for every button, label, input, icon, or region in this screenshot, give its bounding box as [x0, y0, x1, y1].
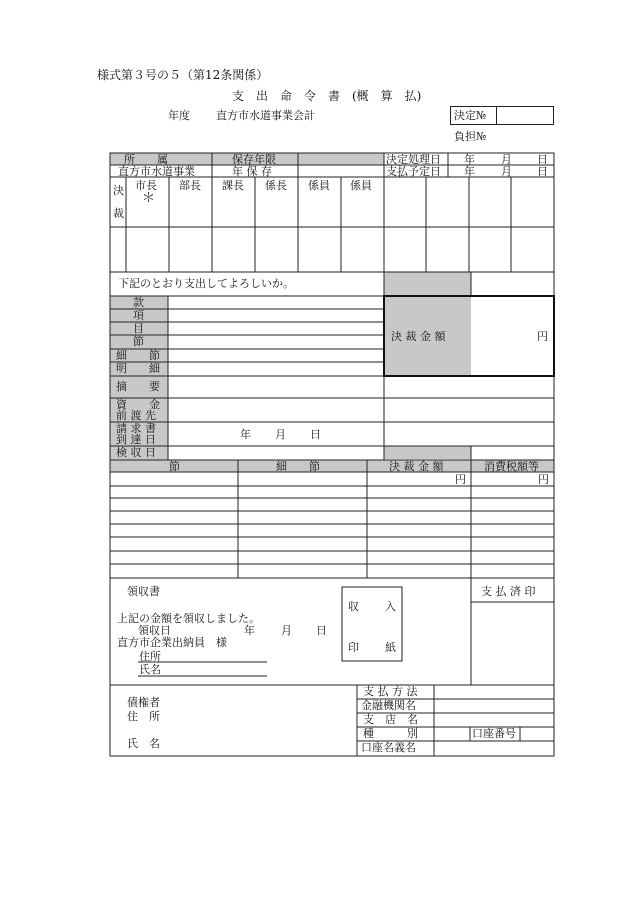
account-name: 直方市水道事業会計 — [216, 109, 315, 122]
kan-label: 款 — [133, 296, 144, 309]
detail-tax-yen: 円 — [538, 473, 549, 486]
bank-name-label: 金融機関名 — [361, 699, 416, 712]
fiscal-year-label: 年度 — [168, 109, 190, 122]
account-number-label: 口座番号 — [472, 727, 516, 740]
moku-label: 目 — [133, 322, 144, 335]
creditor-label: 債権者 — [127, 696, 160, 709]
stamp-text-3: 印 — [348, 641, 359, 654]
account-holder-label: 口座名義名 — [361, 741, 416, 754]
setsu-label: 節 — [133, 335, 144, 348]
approval-statement: 下記のとおり支出してよろしいか。 — [118, 277, 294, 290]
decision-month: 月 — [501, 153, 512, 166]
touchakubi-label: 到 達 日 — [116, 433, 156, 446]
stamp-text-4: 紙 — [385, 641, 396, 654]
paid-stamp-label: 支 払 済 印 — [481, 585, 536, 598]
receipt-month: 月 — [281, 624, 292, 637]
detail-amount-yen: 円 — [455, 473, 466, 486]
director-label: 部長 — [179, 179, 201, 192]
payment-year: 年 — [464, 165, 475, 178]
staff-1-label: 係員 — [308, 179, 330, 192]
receipt-date-label: 領収日 — [138, 624, 171, 637]
retention-label: 保存年限 — [232, 153, 276, 166]
receipt-address-label: 住所 — [139, 650, 161, 663]
arrival-day: 日 — [310, 428, 321, 441]
approval-label-2: 裁 — [113, 207, 124, 220]
arrival-year: 年 — [240, 428, 251, 441]
unit-chief-label: 係長 — [265, 179, 287, 192]
page-title: 支 出 命 令 書 (概 算 払) — [232, 89, 422, 103]
receipt-day: 日 — [316, 624, 327, 637]
receipt-statement: 上記の金額を領収しました。 — [117, 612, 260, 625]
payment-month: 月 — [501, 165, 512, 178]
decision-no-label: 決定№ — [454, 109, 487, 122]
tekiyou-label: 摘 要 — [116, 380, 160, 393]
detail-col-amount: 決 裁 金 額 — [389, 460, 444, 473]
form-number: 様式第３号の５（第12条関係） — [97, 68, 269, 82]
payment-day: 日 — [537, 165, 548, 178]
affiliation-value: 直方市水道事業 — [118, 165, 195, 178]
decision-year: 年 — [464, 153, 475, 166]
affiliation-label: 所 属 — [124, 153, 168, 166]
receipt-year: 年 — [244, 624, 255, 637]
kenshubi-label: 検 収 日 — [116, 446, 156, 459]
kou-label: 項 — [133, 309, 144, 322]
payment-date-label: 支払予定日 — [386, 165, 441, 178]
arrival-month: 月 — [275, 428, 286, 441]
retention-value: 年 保 存 — [232, 165, 272, 178]
decision-date-label: 決定処理日 — [386, 153, 441, 166]
approval-label-1: 決 — [113, 184, 124, 197]
receipt-name-label: 氏名 — [139, 663, 161, 676]
creditor-name-label: 氏 名 — [127, 737, 160, 750]
stamp-text-2: 入 — [385, 600, 396, 613]
meisai-label: 明 細 — [116, 362, 160, 375]
detail-col-setsu: 節 — [169, 460, 180, 473]
burden-no-label: 負担№ — [454, 130, 487, 143]
receipt-addressee: 直方市企業出納員 様 — [117, 636, 227, 649]
branch-name-label: 支 店 名 — [363, 713, 418, 726]
payment-method-label: 支 払 方 法 — [363, 685, 418, 698]
decision-amount-label: 決 裁 金 額 — [391, 330, 446, 343]
maewatashi-label: 前 渡 先 — [116, 409, 156, 422]
seikyusho-label: 請 求 書 — [116, 422, 156, 435]
saisetsu-label: 細 節 — [116, 349, 160, 362]
detail-col-saisetsu: 細 節 — [276, 460, 320, 473]
detail-col-tax: 消費税額等 — [484, 460, 539, 473]
section-chief-label: 課長 — [222, 179, 244, 192]
decision-amount-yen: 円 — [537, 330, 548, 343]
mayor-label: 市長 — [135, 179, 157, 192]
stamp-text-1: 収 — [348, 600, 359, 613]
mayor-mark: ＊ — [142, 191, 156, 206]
creditor-address-label: 住 所 — [127, 710, 160, 723]
staff-2-label: 係員 — [350, 179, 372, 192]
decision-day: 日 — [537, 153, 548, 166]
account-type-label: 種 別 — [363, 727, 418, 740]
shikin-label: 資 金 — [116, 398, 160, 411]
receipt-title: 領収書 — [127, 585, 160, 598]
